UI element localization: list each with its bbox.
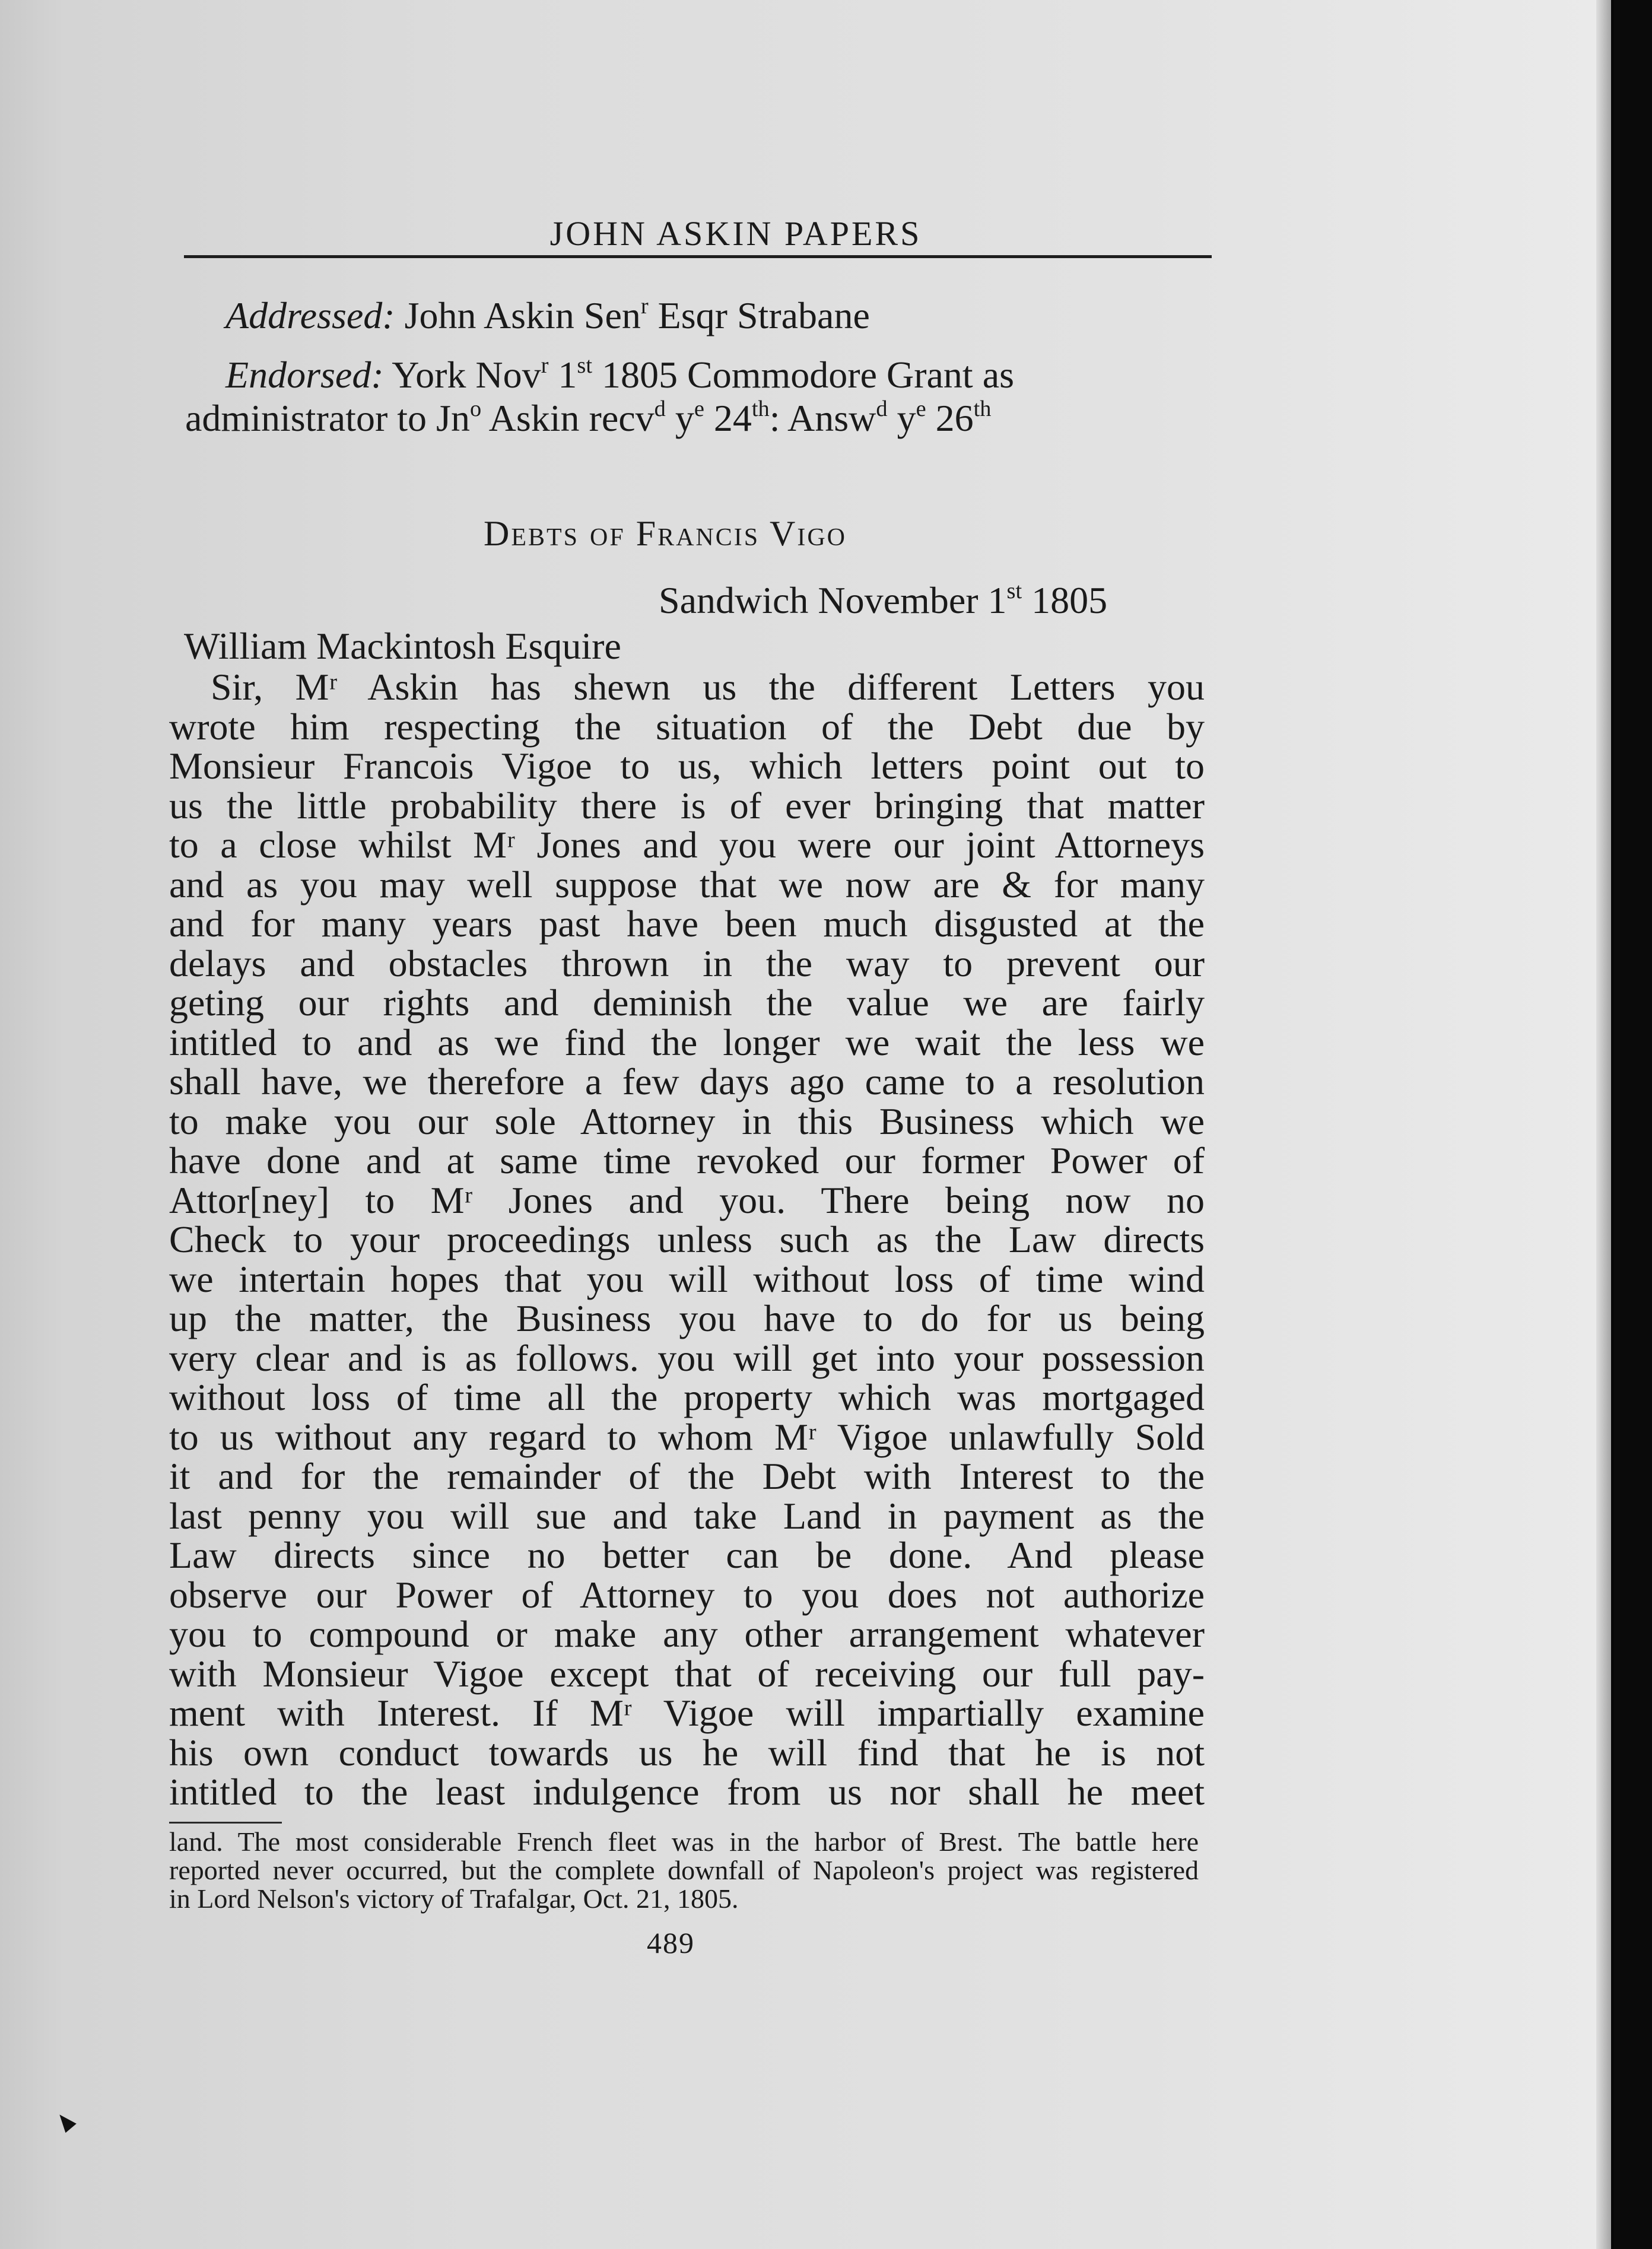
body-line: shall have, we therefore a few days ago came to a resolution bbox=[169, 1060, 1205, 1103]
body-line: and as you may well suppose that we now are & for many bbox=[169, 863, 1205, 906]
endorsed-label: Endorsed: bbox=[225, 354, 384, 396]
footnote-line: reported never occurred, but the complete downfall of Napoleon's project was registered bbox=[169, 1855, 1199, 1885]
body-line: up the matter, the Business you have to do for us being bbox=[169, 1297, 1205, 1339]
running-head: JOHN ASKIN PAPERS bbox=[549, 214, 922, 253]
body-line: geting our rights and deminish the value we are fairly bbox=[169, 981, 1205, 1024]
body-line: to make you our sole Attorney in this Business which we bbox=[169, 1100, 1205, 1142]
body-line: us the little probability there is of ever bringing that matter bbox=[169, 784, 1205, 827]
body-line: delays and obstacles thrown in the way to prevent our bbox=[169, 942, 1205, 984]
body-line: his own conduct towards us he will find that he is not bbox=[169, 1731, 1205, 1774]
body-line: Law directs since no better can be done. And please bbox=[169, 1534, 1205, 1576]
endorsed-line-1: Endorsed: York Nov$^r$ 1st 1805 Commodore Grant as bbox=[225, 353, 1014, 396]
body-line: Sir, Mʳ Askin has shewn us the different Letters you bbox=[211, 666, 1205, 708]
body-line: very clear and is as follows. you will get into your possession bbox=[169, 1336, 1205, 1379]
endorsed-line-2: administrator to Jn$^o$ Askin recv$^d$ $y^e$ 24th: Answ$^d$ $y^e$ 26th bbox=[185, 396, 992, 439]
body-line: Monsieur Francois Vigoe to us, which letters point out to bbox=[169, 745, 1205, 787]
body-line: Check to your proceedings unless such as the Law directs bbox=[169, 1218, 1205, 1260]
body-line: and for many years past have been much disgusted at the bbox=[169, 903, 1205, 945]
addressed-line bbox=[225, 294, 870, 336]
letter-salutation: William Mackintosh Esquire bbox=[184, 625, 621, 667]
body-line: observe our Power of Attorney to you does not authorize bbox=[169, 1573, 1205, 1616]
body-line: intitled to and as we find the longer we wait the less we bbox=[169, 1021, 1205, 1063]
body-line: you to compound or make any other arrangement whatever bbox=[169, 1613, 1205, 1655]
addressed-label: Addressed: bbox=[225, 294, 395, 336]
body-line: intitled to the least indulgence from us nor shall he meet bbox=[169, 1771, 1205, 1813]
body-line: Attor[ney] to Mʳ Jones and you. There being now no bbox=[169, 1178, 1205, 1221]
body-line: with Monsieur Vigoe except that of receiving our full pay- bbox=[169, 1652, 1205, 1695]
addressed-text: John Askin Sen$^r$ Esqr Strabane bbox=[404, 294, 870, 336]
body-line: to a close whilst Mʳ Jones and you were our joint Attorneys bbox=[169, 824, 1205, 866]
letter-body bbox=[169, 668, 1205, 1812]
letter-dateline: Sandwich November 1st 1805 bbox=[659, 579, 1108, 621]
footnote-rule bbox=[169, 1822, 282, 1824]
body-line: ment with Interest. If Mʳ Vigoe will impartially examine bbox=[169, 1692, 1205, 1734]
footnote bbox=[169, 1828, 1199, 1913]
body-line: have done and at same time revoked our former Power of bbox=[169, 1139, 1205, 1181]
header-rule bbox=[184, 255, 1212, 258]
section-heading: Debts of Francis Vigo bbox=[484, 514, 847, 553]
cursor-arrow-icon bbox=[54, 2110, 77, 2133]
body-line: wrote him respecting the situation of the Debt due by bbox=[169, 705, 1205, 748]
body-line: last penny you will sue and take Land in payment as the bbox=[169, 1494, 1205, 1537]
body-line: we intertain hopes that you will without loss of time wind bbox=[169, 1257, 1205, 1300]
body-line: without loss of time all the property which was mortgaged bbox=[169, 1376, 1205, 1418]
footnote-line: in Lord Nelson's victory of Trafalgar, Oct. 21, 1805. bbox=[169, 1883, 739, 1914]
body-line: to us without any regard to whom Mʳ Vigoe unlawfully Sold bbox=[169, 1415, 1205, 1458]
page-number: 489 bbox=[647, 1926, 695, 1959]
body-line: it and for the remainder of the Debt with Interest to the bbox=[169, 1455, 1205, 1497]
footnote-line: land. The most considerable French fleet was in the harbor of Brest. The battle here bbox=[169, 1826, 1199, 1857]
page-edge-shadow bbox=[1596, 0, 1614, 2249]
